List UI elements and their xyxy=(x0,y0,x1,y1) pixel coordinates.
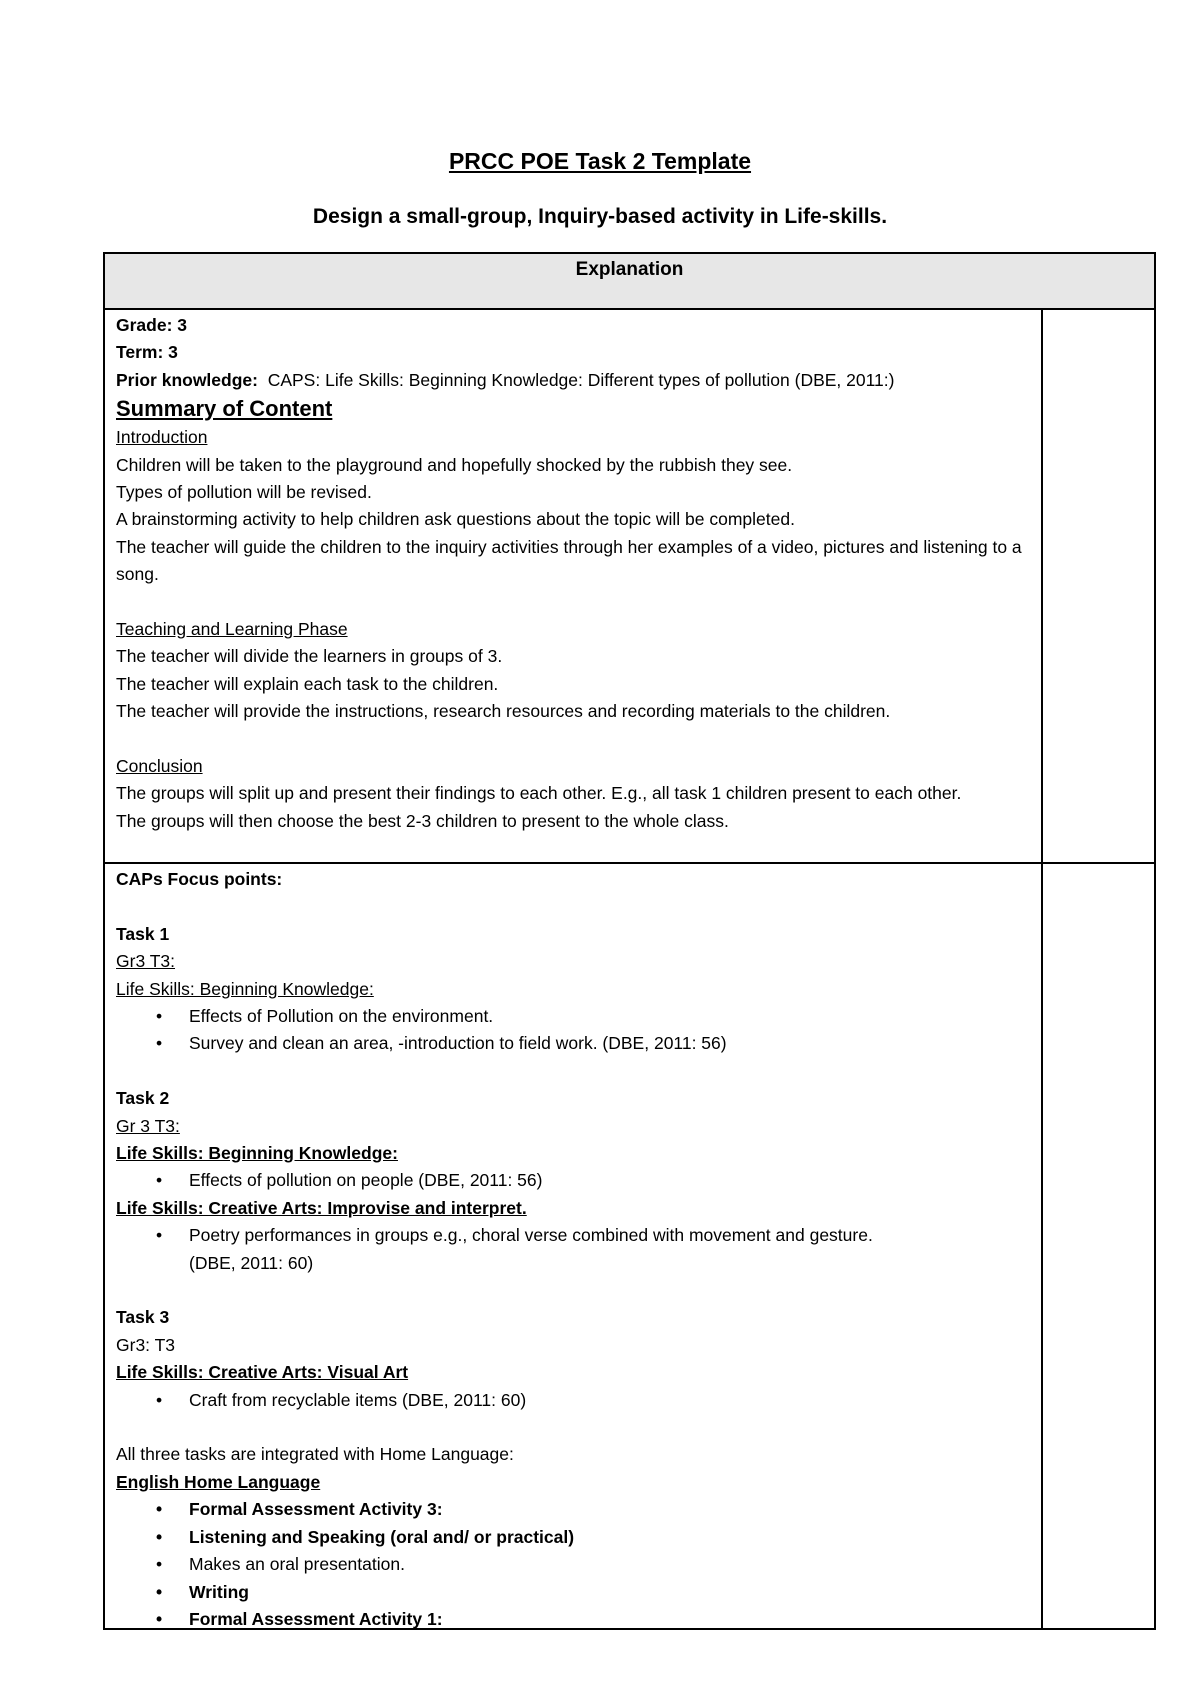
list-item: • Writing xyxy=(116,1579,1041,1606)
task-3-label: Task 3 xyxy=(116,1307,170,1328)
task-1-bullets xyxy=(116,1003,1041,1058)
task-2-label: Task 2 xyxy=(116,1088,170,1109)
task-3-bullets xyxy=(116,1387,1041,1414)
caps-focus-heading: CAPs Focus points: xyxy=(116,869,283,889)
list-item: • Survey and clean an area, -introduction to field work. (DBE, 2011: 56) xyxy=(116,1030,1041,1057)
bullet-text-continued: (DBE, 2011: 60) xyxy=(189,1252,314,1273)
grade-label: Grade: 3 xyxy=(116,315,187,335)
task-2-area-1: Life Skills: Beginning Knowledge: xyxy=(116,1143,398,1164)
teaching-line: The teacher will explain each task to the children. xyxy=(116,673,499,694)
spacer xyxy=(116,589,1041,616)
conclusion-heading: Conclusion xyxy=(116,756,203,777)
task-1-area: Life Skills: Beginning Knowledge: xyxy=(116,978,374,999)
overview-cell xyxy=(105,310,1043,862)
table-row-overview xyxy=(105,310,1154,862)
task-2-bullets-2 xyxy=(116,1222,1041,1277)
intro-line: The teacher will guide the children to the inquiry activities through her examples of a video, pictures and listening to a song. xyxy=(116,536,1022,585)
integration-text: All three tasks are integrated with Home Language: xyxy=(116,1444,514,1465)
home-language-heading: English Home Language xyxy=(116,1471,321,1492)
list-item: • Effects of pollution on people (DBE, 2011: 56) xyxy=(116,1167,1041,1194)
task-2-bullets-1 xyxy=(116,1167,1041,1194)
overview-side-cell xyxy=(1043,310,1154,862)
task-1-label: Task 1 xyxy=(116,923,170,944)
list-item: • Formal Assessment Activity 1: xyxy=(116,1606,1041,1628)
spacer xyxy=(116,1277,1041,1304)
task-1-grade-term: Gr3 T3: xyxy=(116,951,176,972)
document-subtitle: Design a small-group, Inquiry-based activity in Life-skills. xyxy=(312,205,888,228)
task-2-area-2: Life Skills: Creative Arts: Improvise and interpret. xyxy=(116,1197,527,1218)
table-header-explanation: Explanation xyxy=(105,254,1154,310)
task-3-area: Life Skills: Creative Arts: Visual Art xyxy=(116,1362,409,1383)
list-item: • Craft from recyclable items (DBE, 2011: 60) xyxy=(116,1387,1041,1414)
list-item: • Effects of Pollution on the environment. xyxy=(116,1003,1041,1030)
conclusion-line: The groups will split up and present their findings to each other. E.g., all task 1 children present to each other. xyxy=(116,783,962,804)
focus-cell xyxy=(105,864,1043,1628)
list-item xyxy=(116,1222,1041,1277)
introduction-heading: Introduction xyxy=(116,427,208,448)
document-title: PRCC POE Task 2 Template xyxy=(448,148,752,174)
summary-heading: Summary of Content xyxy=(116,396,333,422)
home-language-bullets xyxy=(116,1496,1041,1628)
spacer xyxy=(116,893,1041,920)
list-item: • Formal Assessment Activity 3: xyxy=(116,1496,1041,1523)
teaching-line: The teacher will divide the learners in groups of 3. xyxy=(116,646,503,667)
intro-line: Children will be taken to the playground and hopefully shocked by the rubbish they see. xyxy=(116,454,793,475)
list-item: • Makes an oral presentation. xyxy=(116,1551,1041,1578)
prior-knowledge-label: Prior knowledge: xyxy=(116,369,258,390)
term-label: Term: 3 xyxy=(116,342,178,363)
lesson-plan-table xyxy=(103,252,1156,1630)
prior-knowledge-text: CAPS: Life Skills: Beginning Knowledge: Different types of pollution (DBE, 2011:) xyxy=(267,369,895,390)
teaching-line: The teacher will provide the instructions, research resources and recording materials to the children. xyxy=(116,701,891,722)
spacer xyxy=(116,1414,1041,1441)
intro-line: A brainstorming activity to help children ask questions about the topic will be completed. xyxy=(116,509,795,530)
bullet-text: • Poetry performances in groups e.g., choral verse combined with movement and gesture. xyxy=(189,1225,873,1246)
list-item: • Listening and Speaking (oral and/ or practical) xyxy=(116,1524,1041,1551)
spacer xyxy=(116,726,1041,753)
table-row-focus xyxy=(105,862,1154,1628)
focus-side-cell xyxy=(1043,864,1154,1628)
intro-line: Types of pollution will be revised. xyxy=(116,482,372,503)
spacer xyxy=(116,1058,1041,1085)
teaching-phase-heading: Teaching and Learning Phase xyxy=(116,619,348,640)
task-3-grade-term: Gr3: T3 xyxy=(116,1334,176,1355)
task-2-grade-term: Gr 3 T3: xyxy=(116,1115,180,1136)
prior-knowledge xyxy=(116,367,1041,394)
conclusion-line: The groups will then choose the best 2-3 children to present to the whole class. xyxy=(116,810,729,831)
